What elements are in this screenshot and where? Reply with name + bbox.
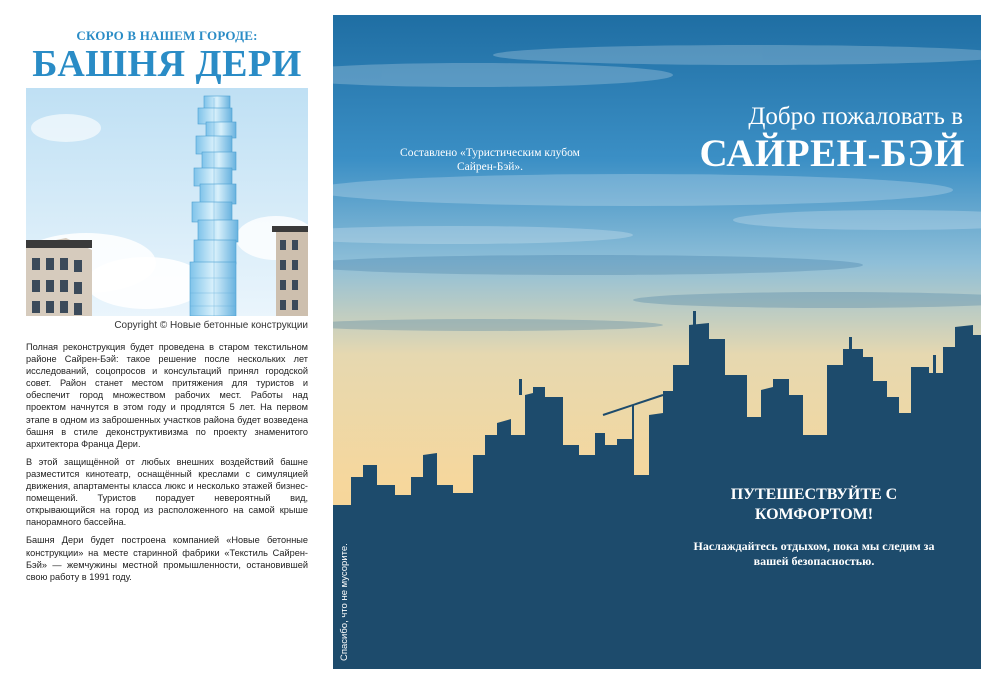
article-body bbox=[26, 341, 308, 589]
enjoy-text: Наслаждайтесь отдыхом, пока мы следим за вашей безопасностью. bbox=[693, 539, 935, 568]
vertical-note: Спасибо, что не мусорите. bbox=[339, 543, 350, 661]
city-name: САЙРЕН-БЭЙ bbox=[699, 132, 965, 175]
article-paragraph: Полная реконструкция будет проведена в старом текстильном районе Сайрен-Бэй: такое решение после нескольких лет исследований, соцопросов и консультаций принял городской совет. Район станет местом притяжения для туристов и обеспечит город множеством рабочих мест. Работы над проектом начнутся в этом году и продлятся 5 лет. На первом этапе в одном из заброшенных участков района будет возведена башня в стиле деконструктивизма по проекту знаменитого архитектора Франца Дери. bbox=[26, 342, 308, 449]
article-paragraph: В этой защищённой от любых внешних воздействий башне разместится кинотеатр, оснащённый креслами с симуляцией движения, апартаменты класса люкс и несколько этажей бизнес-помещений. Туристов порадует невероятный вид, открывающийся на город из расположенного на самой крыше панорамного бассейна. bbox=[26, 456, 308, 528]
travel-slogan: ПУТЕШЕСТВУЙТЕ С КОМФОРТОМ! bbox=[730, 486, 898, 523]
image-credit: Copyright © Новые бетонные конструкции bbox=[114, 320, 308, 331]
article-paragraph: Башня Дери будет построена компанией «Новые бетонные конструкции» на месте старинной фабрики «Текстиль Сайрен-Бэй» — жемчужины местной промышленности, остановившей свою работу в 1991 году. bbox=[26, 535, 308, 582]
kicker: СКОРО В НАШЕМ ГОРОДЕ: bbox=[76, 28, 258, 43]
compiled-by: Составлено «Туристическим клубом Сайрен-Бэй». bbox=[400, 147, 580, 173]
page-title: БАШНЯ ДЕРИ bbox=[32, 43, 302, 85]
left-page bbox=[26, 14, 308, 674]
welcome-text: Добро пожаловать в bbox=[748, 103, 963, 130]
tower-illustration bbox=[26, 88, 308, 316]
right-page bbox=[333, 15, 981, 669]
